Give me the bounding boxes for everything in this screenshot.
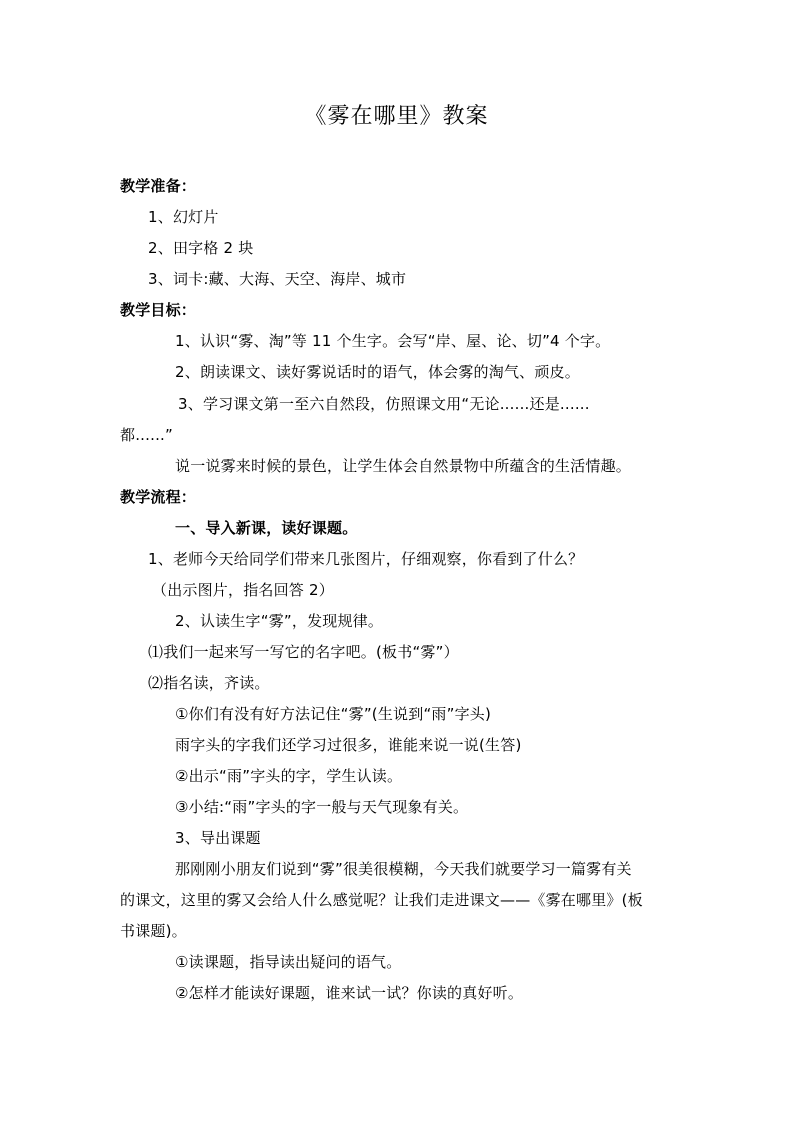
step-2-b: ⑵指名读，齐读。 (148, 674, 270, 692)
prep-heading: 教学准备： (120, 177, 197, 195)
document-title: 《雾在哪里》教案 (304, 104, 489, 129)
step-2: 2、认读生字“雾”，发现规律。 (175, 612, 384, 630)
circle-item-1: ①你们有没有好方法记住“雾”(生说到“雨”字头) (175, 705, 492, 723)
circle-item-3: ③小结:“雨”字头的字一般与天气现象有关。 (175, 798, 469, 816)
flow-heading: 教学流程： (120, 488, 197, 506)
paragraph-line-1: 那刚刚小朋友们说到“雾”很美很模糊，今天我们就要学习一篇雾有关 (175, 860, 632, 878)
step-1: 1、老师今天给同学们带来几张图片，仔细观察，你看到了什么？ (148, 550, 584, 568)
prep-item-3: 3、词卡:藏、大海、天空、海岸、城市 (148, 270, 407, 288)
goal-3-line-3: 说一说雾来时候的景色，让学生体会自然景物中所蕴含的生活情趣。 (175, 457, 632, 475)
prep-item-1: 1、幻灯片 (148, 208, 219, 226)
step-2-a: ⑴我们一起来写一写它的名字吧。(板书“雾”） (148, 643, 459, 661)
discussion-item-1: ①读课题，指导读出疑问的语气。 (175, 953, 402, 971)
section-1-title: 一、导入新课，读好课题。 (175, 519, 358, 537)
circle-item-2: ②出示“雨”字头的字，学生认读。 (175, 767, 403, 785)
discussion-item-2: ②怎样才能读好课题，谁来试一试？你读的真好听。 (175, 984, 524, 1002)
goal-2: 2、朗读课文、读好雾说话时的语气，体会雾的淘气、顽皮。 (175, 363, 580, 381)
paragraph-line-3: 书课题)。 (120, 922, 187, 940)
goal-1: 1、认识“雾、淘”等 11 个生字。会写“岸、屋、论、切”4 个字。 (175, 332, 611, 350)
goal-3-line-2: 都......” (120, 426, 173, 444)
paragraph-line-2: 的课文，这里的雾又会给人什么感觉呢？让我们走进课文——《雾在哪里》(板 (120, 891, 643, 909)
goals-heading: 教学目标： (120, 301, 197, 319)
circle-item-1-followup: 雨字头的字我们还学习过很多，谁能来说一说(生答) (175, 736, 522, 754)
step-1-note: （出示图片，指名回答 2） (152, 581, 334, 599)
goal-3-line-1: 3、学习课文第一至六自然段，仿照课文用“无论......还是...... (178, 395, 590, 413)
step-3: 3、导出课题 (175, 829, 261, 847)
prep-item-2: 2、田字格 2 块 (148, 239, 254, 257)
